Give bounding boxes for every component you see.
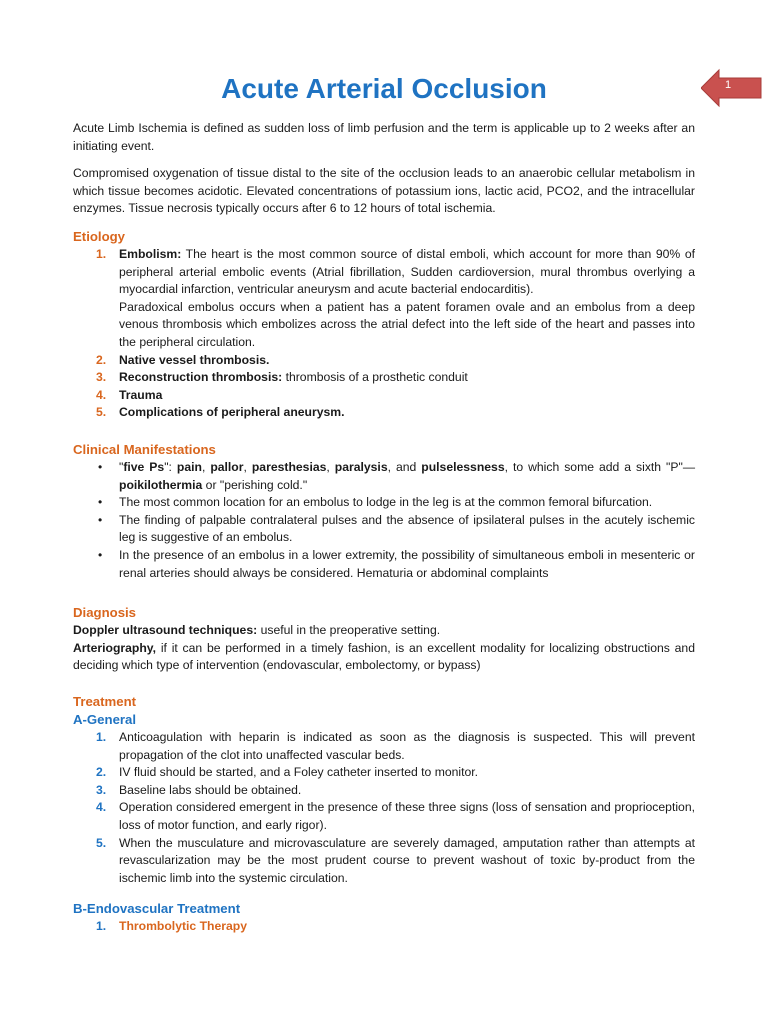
bold-run: five Ps bbox=[123, 460, 165, 474]
intro-section-2 bbox=[73, 165, 695, 218]
list-number: 5. bbox=[96, 835, 107, 850]
list-item bbox=[73, 918, 695, 936]
etiology-list bbox=[73, 246, 695, 422]
treatment-heading: Treatment bbox=[73, 694, 137, 709]
item-label: Reconstruction thrombosis: bbox=[119, 370, 283, 385]
clinical-list bbox=[73, 459, 695, 582]
list-item bbox=[73, 246, 695, 352]
list-number: 1. bbox=[96, 730, 107, 744]
list-item bbox=[73, 782, 695, 800]
item-text: Operation considered emergent in the presence of these three signs (loss of sensation and proprioception, loss of motor function, and early rigor). bbox=[119, 800, 695, 832]
item-text: Thrombolytic Therapy bbox=[119, 919, 247, 933]
endovascular-section bbox=[73, 900, 695, 936]
bullet-icon: • bbox=[98, 512, 103, 527]
item-text: In the presence of an embolus in a lower extremity, the possibility of simultaneous emboli in mesenteric or renal arteries should always be considered. Hematuria or abdominal complaints bbox=[119, 547, 695, 580]
list-item bbox=[73, 369, 695, 387]
text-run: useful in the preoperative setting. bbox=[257, 623, 441, 637]
list-number: 4. bbox=[96, 800, 107, 815]
list-number: 5. bbox=[96, 405, 107, 420]
intro-paragraph: Compromised oxygenation of tissue distal to the site of the occlusion leads to an anaerobic cellular metabolism in which tissue becomes acidotic. Elevated concentrations of potassium ions, lactic acid, PCO2, and the intracellular enzymes. Tissue necrosis typically occurs after 6 to 12 hours of total ischemia. bbox=[73, 166, 695, 216]
list-number: 3. bbox=[96, 370, 107, 385]
text-run: , bbox=[201, 460, 211, 474]
text-run: " bbox=[119, 460, 124, 474]
general-list bbox=[73, 729, 695, 887]
page-number: 1 bbox=[724, 79, 732, 91]
text-run: , bbox=[326, 460, 335, 474]
list-item bbox=[73, 764, 695, 782]
diagnosis-doppler bbox=[73, 622, 695, 640]
list-item bbox=[73, 387, 695, 405]
item-label: Native vessel thrombosis. bbox=[119, 352, 270, 367]
bullet-icon: • bbox=[98, 495, 103, 510]
list-item bbox=[73, 404, 695, 422]
list-item bbox=[73, 799, 695, 834]
list-item bbox=[73, 352, 695, 370]
text-run: or "perishing cold." bbox=[202, 477, 308, 492]
etiology-heading: Etiology bbox=[73, 229, 126, 244]
item-text: Anticoagulation with heparin is indicated as soon as the diagnosis is suspected. This will prevent propagation of the clot into unaffected vascular beds. bbox=[119, 730, 695, 762]
list-number: 3. bbox=[96, 782, 107, 797]
list-item bbox=[73, 512, 695, 547]
treatment-section bbox=[73, 693, 695, 887]
item-extra-text: Paradoxical embolus occurs when a patient has a patent foramen ovale and an embolus from a deep venous thrombosis which embolizes across the atrial defect into the left side of the heart and passes into the peripheral circulation. bbox=[119, 299, 695, 349]
diagnosis-arteriography bbox=[73, 640, 695, 675]
list-number: 2. bbox=[96, 765, 107, 780]
etiology-section bbox=[73, 228, 695, 422]
list-item bbox=[73, 494, 695, 512]
item-label: Complications of peripheral aneurysm. bbox=[119, 405, 345, 420]
bold-run: pallor bbox=[210, 460, 244, 474]
item-text: The heart is the most common source of distal emboli, which account for more than 90% of peripheral arterial embolic events (Atrial fibrillation, Sudden cardioversion, mural thrombus overlying a myocardial infarction, ventricular aneurysm and acute bacterial endocarditis). bbox=[119, 247, 695, 297]
diagnosis-section bbox=[73, 604, 695, 675]
bold-run: Arteriography, bbox=[73, 640, 157, 655]
diagnosis-heading: Diagnosis bbox=[73, 605, 137, 620]
text-run: , bbox=[243, 460, 252, 474]
list-number: 4. bbox=[96, 387, 107, 402]
list-item bbox=[73, 729, 695, 764]
list-number: 1. bbox=[96, 247, 107, 261]
item-label: Trauma bbox=[119, 387, 163, 402]
list-item bbox=[73, 547, 695, 582]
page-number-badge bbox=[701, 68, 763, 108]
item-text: IV fluid should be started, and a Foley catheter inserted to monitor. bbox=[119, 765, 479, 780]
text-run: , and bbox=[387, 460, 422, 474]
endovascular-list bbox=[73, 918, 695, 936]
bold-run: Doppler ultrasound techniques: bbox=[73, 623, 258, 637]
item-text: thrombosis of a prosthetic conduit bbox=[282, 370, 468, 385]
bold-run: poikilothermia bbox=[119, 477, 203, 492]
item-text: The finding of palpable contralateral pulses and the absence of ipsilateral pulses in the acutely ischemic leg is suggestive of an embolus. bbox=[119, 512, 695, 545]
item-text: When the musculature and microvasculature are severely damaged, amputation rather than attempts at revascularization may be the most prudent course to prevent washout of toxic by-product from the ischemic limb into the systemic circulation. bbox=[119, 835, 695, 885]
page-title: Acute Arterial Occlusion bbox=[221, 73, 547, 104]
list-number: 1. bbox=[96, 919, 107, 933]
item-text: The most common location for an embolus to lodge in the leg is at the common femoral bifurcation. bbox=[119, 495, 653, 510]
bold-run: paralysis bbox=[334, 460, 388, 474]
list-number: 2. bbox=[96, 352, 107, 367]
clinical-heading: Clinical Manifestations bbox=[73, 442, 216, 457]
clinical-section bbox=[73, 441, 695, 582]
bold-run: pain bbox=[176, 460, 202, 474]
list-item bbox=[73, 459, 695, 494]
intro-paragraph: Acute Limb Ischemia is defined as sudden loss of limb perfusion and the term is applicable up to 2 weeks after an initiating event. bbox=[73, 121, 695, 153]
bold-run: paresthesias bbox=[251, 460, 327, 474]
general-heading: A-General bbox=[73, 712, 137, 727]
item-label: Embolism: bbox=[119, 247, 182, 261]
list-item bbox=[73, 835, 695, 888]
text-run: ": bbox=[164, 460, 177, 474]
item-text: Baseline labs should be obtained. bbox=[119, 782, 302, 797]
text-run: if it can be performed in a timely fashion, is an excellent modality for localizing obstructions and deciding which type of intervention (endovascular, embolectomy, or bypass) bbox=[73, 640, 695, 673]
text-run: , to which some add a sixth "P"— bbox=[504, 460, 696, 474]
bullet-icon: • bbox=[98, 547, 103, 562]
bullet-icon: • bbox=[98, 460, 103, 474]
endovascular-heading: B-Endovascular Treatment bbox=[73, 901, 241, 916]
intro-section bbox=[73, 120, 695, 155]
bold-run: pulselessness bbox=[421, 460, 505, 474]
